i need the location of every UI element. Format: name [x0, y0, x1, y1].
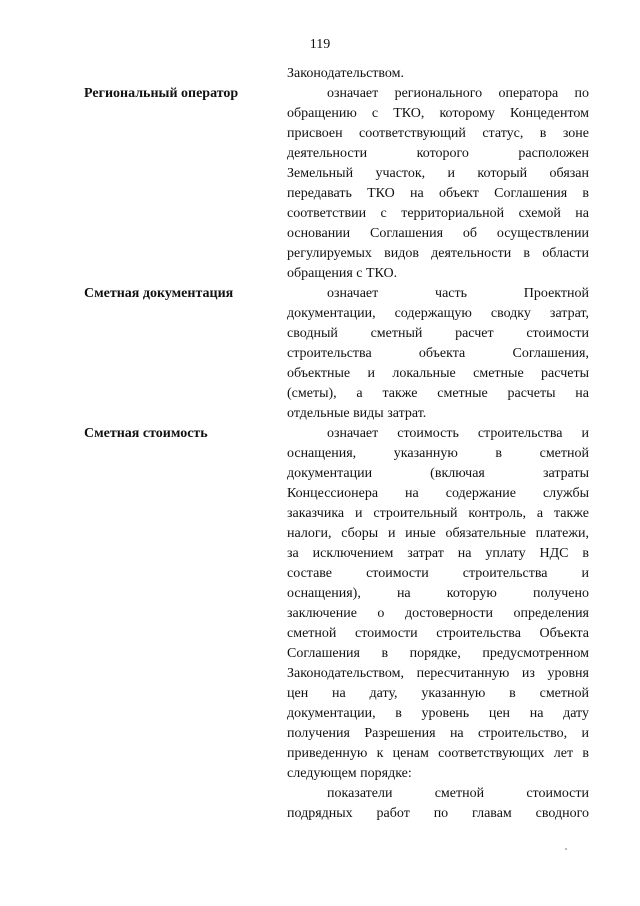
continuation-definition	[287, 64, 589, 84]
scan-dot-mark	[565, 848, 567, 850]
definition-line: строительства объекта Соглашения,	[287, 346, 589, 361]
definition-line: цен на дату, указанную в сметной	[287, 686, 589, 701]
document-body	[84, 64, 604, 824]
definition-line: налоги, сборы и иные обязательные платежи,	[287, 526, 589, 541]
definition-line: означает стоимость строительства и	[327, 426, 589, 441]
definition-line: сметной стоимости строительства Объекта	[287, 626, 589, 641]
definition-line: основании Соглашения об осуществлении	[287, 226, 589, 241]
definition-line: за исключением затрат на уплату НДС в	[287, 546, 589, 561]
definition-line: Законодательством, пересчитанную из уровня	[287, 666, 589, 681]
definition-line: соответствии с территориальной схемой на	[287, 206, 589, 221]
definition-line: обращения с ТКО.	[287, 266, 398, 281]
glossary-entry-estimate-documentation	[84, 284, 604, 424]
definition-line: Земельный участок, и который обязан	[287, 166, 589, 181]
definition-line: присвоен соответствующий статус, в зоне	[287, 126, 589, 141]
definition-line: Соглашения в порядке, предусмотренном	[287, 646, 589, 661]
definition-regional-operator	[287, 84, 589, 284]
definition-line: деятельности которого расположен	[287, 146, 589, 161]
definition-line: документации, содержащую сводку затрат,	[287, 306, 589, 321]
term-regional-operator: Региональный оператор	[84, 86, 239, 101]
definition-line: документации (включая затраты	[287, 466, 589, 481]
definition-line: приведенную к ценам соответствующих лет в	[287, 746, 589, 761]
definition-line: оснащения), на которую получено	[287, 586, 589, 601]
term-estimated-cost: Сметная стоимость	[84, 426, 208, 441]
definition-line: документации, в уровень цен на дату	[287, 706, 589, 721]
definition-line: сводный сметный расчет стоимости	[287, 326, 589, 341]
definition-estimate-documentation	[287, 284, 589, 424]
definition-line: оснащения, указанную в сметной	[287, 446, 589, 461]
definition-line: отдельные виды затрат.	[287, 406, 427, 421]
definition-line: объектные и локальные сметные расчеты	[287, 366, 589, 381]
continuation-entry	[84, 64, 604, 84]
definition-line: заказчика и строительный контроль, а также	[287, 506, 589, 521]
definition-line: передавать ТКО на объект Соглашения в	[287, 186, 589, 201]
definition-line: обращению с ТКО, которому Концедентом	[287, 106, 589, 121]
sub-paragraph-line: подрядных работ по главам сводного	[287, 806, 589, 821]
glossary-entry-regional-operator	[84, 84, 604, 284]
definition-line: (сметы), а также сметные расчеты на	[287, 386, 589, 401]
definition-line: составе стоимости строительства и	[287, 566, 589, 581]
definition-line: регулируемых видов деятельности в области	[287, 246, 589, 261]
glossary-entry-estimated-cost	[84, 424, 604, 824]
definition-estimated-cost	[287, 424, 589, 824]
definition-line: Законодательством.	[287, 66, 405, 81]
definition-line: получения Разрешения на строительство, и	[287, 726, 589, 741]
term-estimate-documentation: Сметная документация	[84, 286, 234, 301]
definition-line: Концессионера на содержание службы	[287, 486, 589, 501]
sub-paragraph-line: показатели сметной стоимости	[327, 786, 589, 801]
definition-line: означает часть Проектной	[327, 286, 589, 301]
definition-line: следующем порядке:	[287, 766, 412, 781]
page-number: 119	[309, 37, 331, 52]
definition-line: заключение о достоверности определения	[287, 606, 589, 621]
definition-line: означает регионального оператора по	[327, 86, 589, 101]
